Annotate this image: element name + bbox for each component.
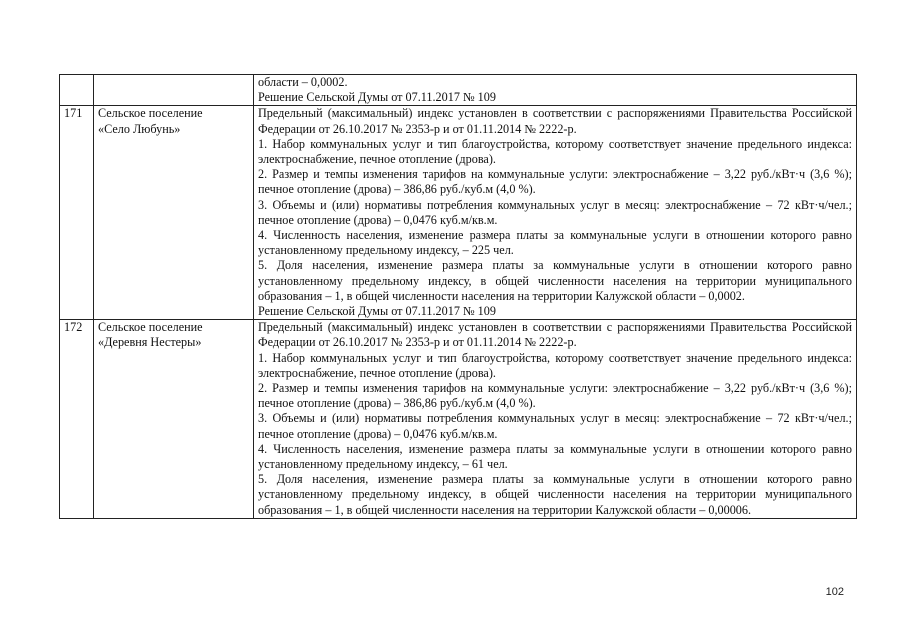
table-row [60,106,857,320]
index-description [254,106,857,320]
paragraph-4: 4. Численность населения, изменение размера платы за коммунальные услуги в отношении которого равно установленному предельному индексу, – 61 чел. [258,441,852,472]
paragraph-5: 5. Доля населения, изменение размера платы за коммунальные услуги в отношении которого равно установленному предельному индексу, в общей численности населения на территории муниципального образования – 1, в общей численности населения на территории Калужской области – 0,00006. [258,472,852,517]
settlement-name [94,320,254,519]
paragraph-1: 1. Набор коммунальных услуг и тип благоустройства, которому соответствует значение предельного индекса: электроснабжение, печное отопление (дрова). [258,350,852,380]
paragraph-1: 1. Набор коммунальных услуг и тип благоустройства, которому соответствует значение предельного индекса: электроснабжение, печное отопление (дрова). [258,136,852,167]
tariff-index-table [59,74,857,519]
table-row [60,75,857,106]
paragraph-2: 2. Размер и темпы изменения тарифов на коммунальные услуги: электроснабжение – 3,22 руб./кВт·ч (3,6 %); печное отопление (дрова) – 386,86 руб./куб.м (4,0 %). [258,381,852,411]
decision-reference: Решение Сельской Думы от 07.11.2017 № 109 [258,304,496,319]
row-number: 172 [60,320,94,519]
paragraph-2: 2. Размер и темпы изменения тарифов на коммунальные услуги: электроснабжение – 3,22 руб./кВт·ч (3,6 %); печное отопление (дрова) – 386,86 руб./куб.м (4,0 %). [258,167,852,197]
index-description [254,75,857,106]
settlement-name-line1: Сельское поселение [98,106,203,121]
paragraph-3: 3. Объемы и (или) нормативы потребления коммунальных услуг в месяц: электроснабжение – 72 кВт·ч/чел.; печное отопление (дрова) – 0,0476 куб.м/кв.м. [258,411,852,441]
decision-reference: Решение Сельской Думы от 07.11.2017 № 109 [258,90,496,105]
table-row [60,320,857,519]
settlement-name-line2: «Деревня Нестеры» [98,335,202,350]
settlement-name [94,106,254,320]
index-description [254,320,857,519]
settlement-name-line2: «Село Любунь» [98,121,181,136]
settlement-name [94,75,254,106]
row-number [60,75,94,106]
paragraph-intro: Предельный (максимальный) индекс установлен в соответствии с распоряжениями Правительства Российской Федерации от 26.10.2017 № 2353-р и от 01.11.2014 № 2222-р. [258,320,852,350]
paragraph-4: 4. Численность населения, изменение размера платы за коммунальные услуги в отношении которого равно установленному предельному индексу, – 225 чел. [258,228,852,258]
paragraph-intro: Предельный (максимальный) индекс установлен в соответствии с распоряжениями Правительства Российской Федерации от 26.10.2017 № 2353-р и от 01.11.2014 № 2222-р. [258,106,852,136]
paragraph-3: 3. Объемы и (или) нормативы потребления коммунальных услуг в месяц: электроснабжение – 72 кВт·ч/чел.; печное отопление (дрова) – 0,0476 куб.м/кв.м. [258,197,852,227]
paragraph: области – 0,0002. [258,75,348,89]
paragraph-5: 5. Доля населения, изменение размера платы за коммунальные услуги в отношении которого равно установленному предельному индексу, в общей численности населения на территории муниципального образования – 1, в общей численности населения на территории Калужской области – 0,0002. [258,258,852,303]
page-number: 102 [825,586,844,598]
row-number: 171 [60,106,94,320]
settlement-name-line1: Сельское поселение [98,320,203,335]
